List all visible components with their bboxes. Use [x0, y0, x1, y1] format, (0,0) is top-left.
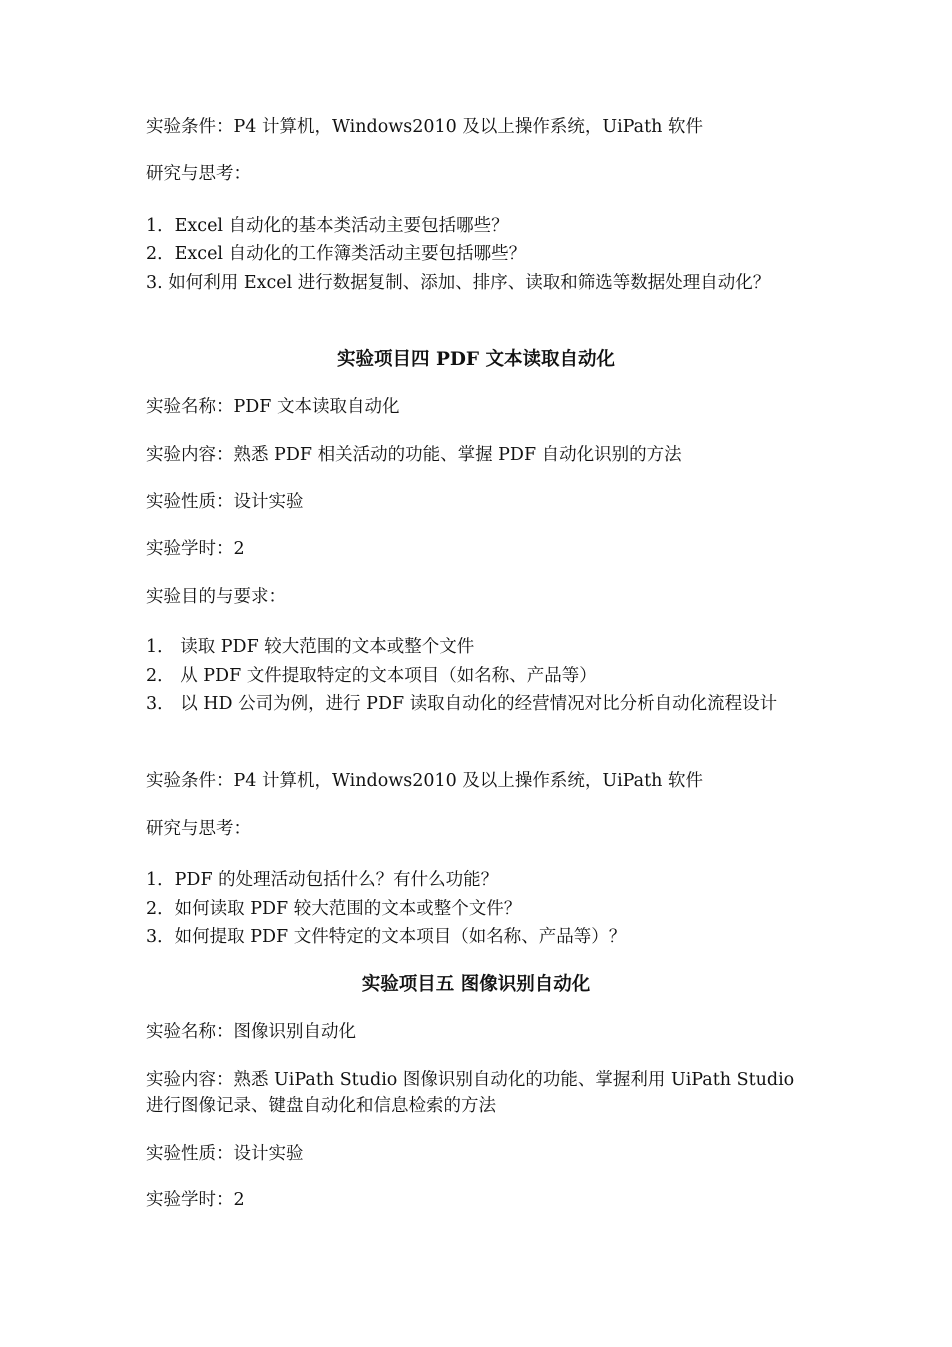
- top-research-label: 研究与思考：: [146, 164, 251, 184]
- project5-nature: 实验性质：设计实验: [146, 1144, 304, 1164]
- project5-hours: 实验学时：2: [146, 1190, 245, 1210]
- project5-content: 实验内容：熟悉 UiPath Studio 图像识别自动化的功能、掌握利用 UiPath Studio 进行图像记录、键盘自动化和信息检索的方法: [146, 1070, 795, 1116]
- project4-question-3: 3．如何提取 PDF 文件特定的文本项目（如名称、产品等）？: [146, 927, 627, 947]
- project4-purpose-1: 1． 读取 PDF 较大范围的文本或整个文件: [146, 637, 475, 657]
- top-question-1: 1．Excel 自动化的基本类活动主要包括哪些？: [146, 216, 509, 236]
- project4-purpose-3: 3． 以 HD 公司为例，进行 PDF 读取自动化的经营情况对比分析自动化流程设计: [146, 694, 778, 714]
- project4-research-label: 研究与思考：: [146, 819, 251, 839]
- project4-conditions: 实验条件：P4 计算机，Windows2010 及以上操作系统，UiPath 软件: [146, 771, 703, 791]
- project5-name: 实验名称：图像识别自动化: [146, 1022, 356, 1042]
- project4-name: 实验名称：PDF 文本读取自动化: [146, 397, 400, 417]
- project4-nature: 实验性质：设计实验: [146, 492, 304, 512]
- project4-question-1: 1．PDF 的处理活动包括什么？有什么功能？: [146, 870, 499, 890]
- project4-content: 实验内容：熟悉 PDF 相关活动的功能、掌握 PDF 自动化识别的方法: [146, 445, 682, 465]
- top-question-3: 3. 如何利用 Excel 进行数据复制、添加、排序、读取和筛选等数据处理自动化？: [146, 273, 771, 293]
- project4-hours: 实验学时：2: [146, 539, 245, 559]
- project4-purpose-2: 2． 从 PDF 文件提取特定的文本项目（如名称、产品等）: [146, 666, 597, 686]
- project4-purpose-label: 实验目的与要求：: [146, 587, 286, 607]
- top-question-2: 2．Excel 自动化的工作簿类活动主要包括哪些？: [146, 244, 527, 264]
- project4-title: 实验项目四 PDF 文本读取自动化: [337, 349, 615, 370]
- top-conditions: 实验条件：P4 计算机，Windows2010 及以上操作系统，UiPath 软件: [146, 117, 703, 137]
- project5-title: 实验项目五 图像识别自动化: [361, 974, 591, 995]
- project4-question-2: 2．如何读取 PDF 较大范围的文本或整个文件？: [146, 899, 522, 919]
